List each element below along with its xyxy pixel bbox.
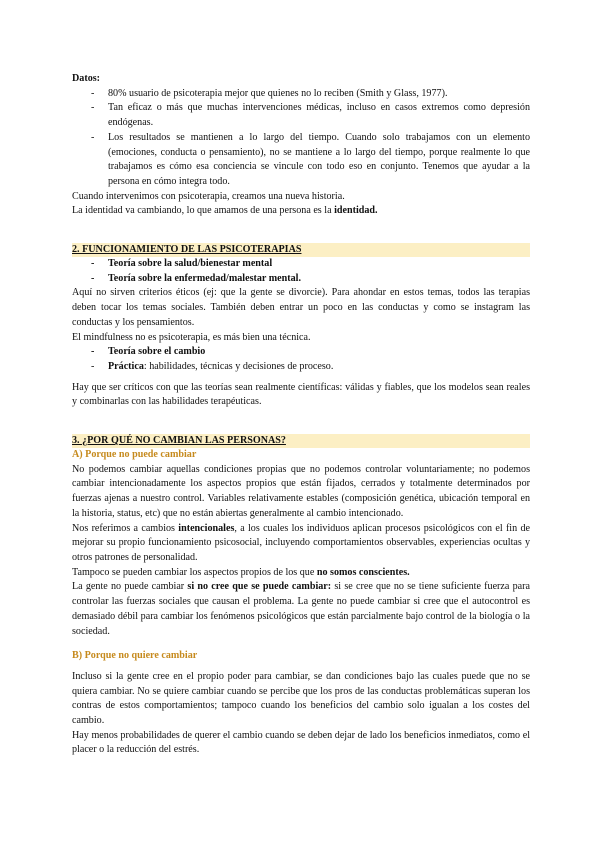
subsection-a-title: A) Porque no puede cambiar [72,449,197,461]
datos-label: Datos: [72,73,101,84]
s3a-para-conscientes: Tampoco se pueden cambiar los aspectos propios de los que no somos conscientes. [72,566,410,578]
bullet-dash: - [91,346,95,358]
bullet-dash: - [91,102,95,114]
bullet-dash: - [91,258,95,270]
s2-item-salud: - Teoría sobre la salud/bienestar mental [72,257,530,272]
s3a-para-intencionales: Nos referimos a cambios intencionales, a los cuales los individuos aplican procesos psicológicos con el fin de mejorar su propio funcionamiento psicosocial, incluyendo comportamientos observables, experiencias ocultas y otros patrones de personalidad. [72,522,530,563]
bullet-dash: - [91,87,95,99]
bullet-dash: - [91,360,95,372]
s3b-para-poder: Incluso si la gente cree en el propio poder para cambiar, se dan condiciones bajo las cuales puede que no se quiera cambiar. No se quiere cambiar cuando se percibe que los pros de las conductas problemáticas superan los contras de estos comportamientos; tampoco cuando los beneficios del cambio solo igualan a los costes del cambio. [72,670,530,727]
s2-item-practica: - Práctica: habilidades, técnicas y decisiones de proceso. [72,360,530,375]
document-page [72,72,530,758]
datos-line-identidad: La identidad va cambiando, lo que amamos de una persona es la identidad. [72,205,378,217]
s3a-para-condiciones: No podemos cambiar aquellas condiciones propias que no podemos controlar voluntariamente; no podemos cambiar intencionadamente los aspectos propios que están fijados, cerrados y totalmente determinados por fuerzas ajenas a nuestro control. Variables relativamente estables (composición genética, ubicación temporal en la historia, status, etc) que no están abiertas generalmente al cambio intencionado. [72,463,530,519]
datos-item-2: - Tan eficaz o más que muchas intervenciones médicas, incluso en casos extremos como depresión endógenas. [91,102,530,129]
s3b-para-probabilidades: Hay menos probabilidades de querer el cambio cuando se deben dejar de lado los beneficios inmediatos, como el placer o la reducción del estrés. [72,729,530,756]
datos-item-3: - Los resultados se mantienen a lo largo del tiempo. Cuando solo trabajamos con un elemento (emociones, conducta o pensamiento), no se mantiene a lo largo del tiempo, porque realmente lo que trabajamos es cómo esa conciencia se vincule con todo eso en conjunto. Tenemos que ayudar a la persona en cómo integra todo. [91,131,530,187]
s2-para-criticos: Hay que ser críticos con que las teorías sean realmente científicas: válidas y fiables, que los modelos sean reales y combinarlas con las habilidades terapéuticas. [72,381,530,408]
section-2-header: 2. FUNCIONAMIENTO DE LAS PSICOTERAPIAS [72,243,530,257]
datos-line-historia: Cuando intervenimos con psicoterapia, creamos una nueva historia. [72,190,345,202]
s2-para-mindfulness: El mindfulness no es psicoterapia, es más bien una técnica. [72,331,311,343]
subsection-b-title: B) Porque no quiere cambiar [72,650,198,662]
s2-item-enfermedad: - Teoría sobre la enfermedad/malestar mental. [72,272,530,287]
s3a-para-cree: La gente no puede cambiar si no cree que se puede cambiar: si se cree que no se tiene suficiente fuerza para controlar las fuerzas sociales que causan el problema. La gente no puede cambiar si cree que el autocontrol es demasiado débil para cambiar los fenómenos psicológicos que están parcialmente bajo control de la biología o la sociedad. [72,581,530,637]
section-3-header: 3. ¿POR QUÉ NO CAMBIAN LAS PERSONAS? [72,434,530,448]
datos-item-1: - 80% usuario de psicoterapia mejor que quienes no lo reciben (Smith y Glass, 1977). [72,87,530,102]
s2-item-cambio: - Teoría sobre el cambio [72,345,530,360]
bullet-dash: - [91,272,95,284]
s2-para-criterios: Aquí no sirven criterios éticos (ej: que la gente se divorcie). Para ahondar en estos temas, todos las terapias deben tocar los temas sociales. También deben entrar un poco en las conductas y como se instagram las conductas y los pensamientos. [72,287,530,328]
bullet-dash: - [91,131,95,143]
